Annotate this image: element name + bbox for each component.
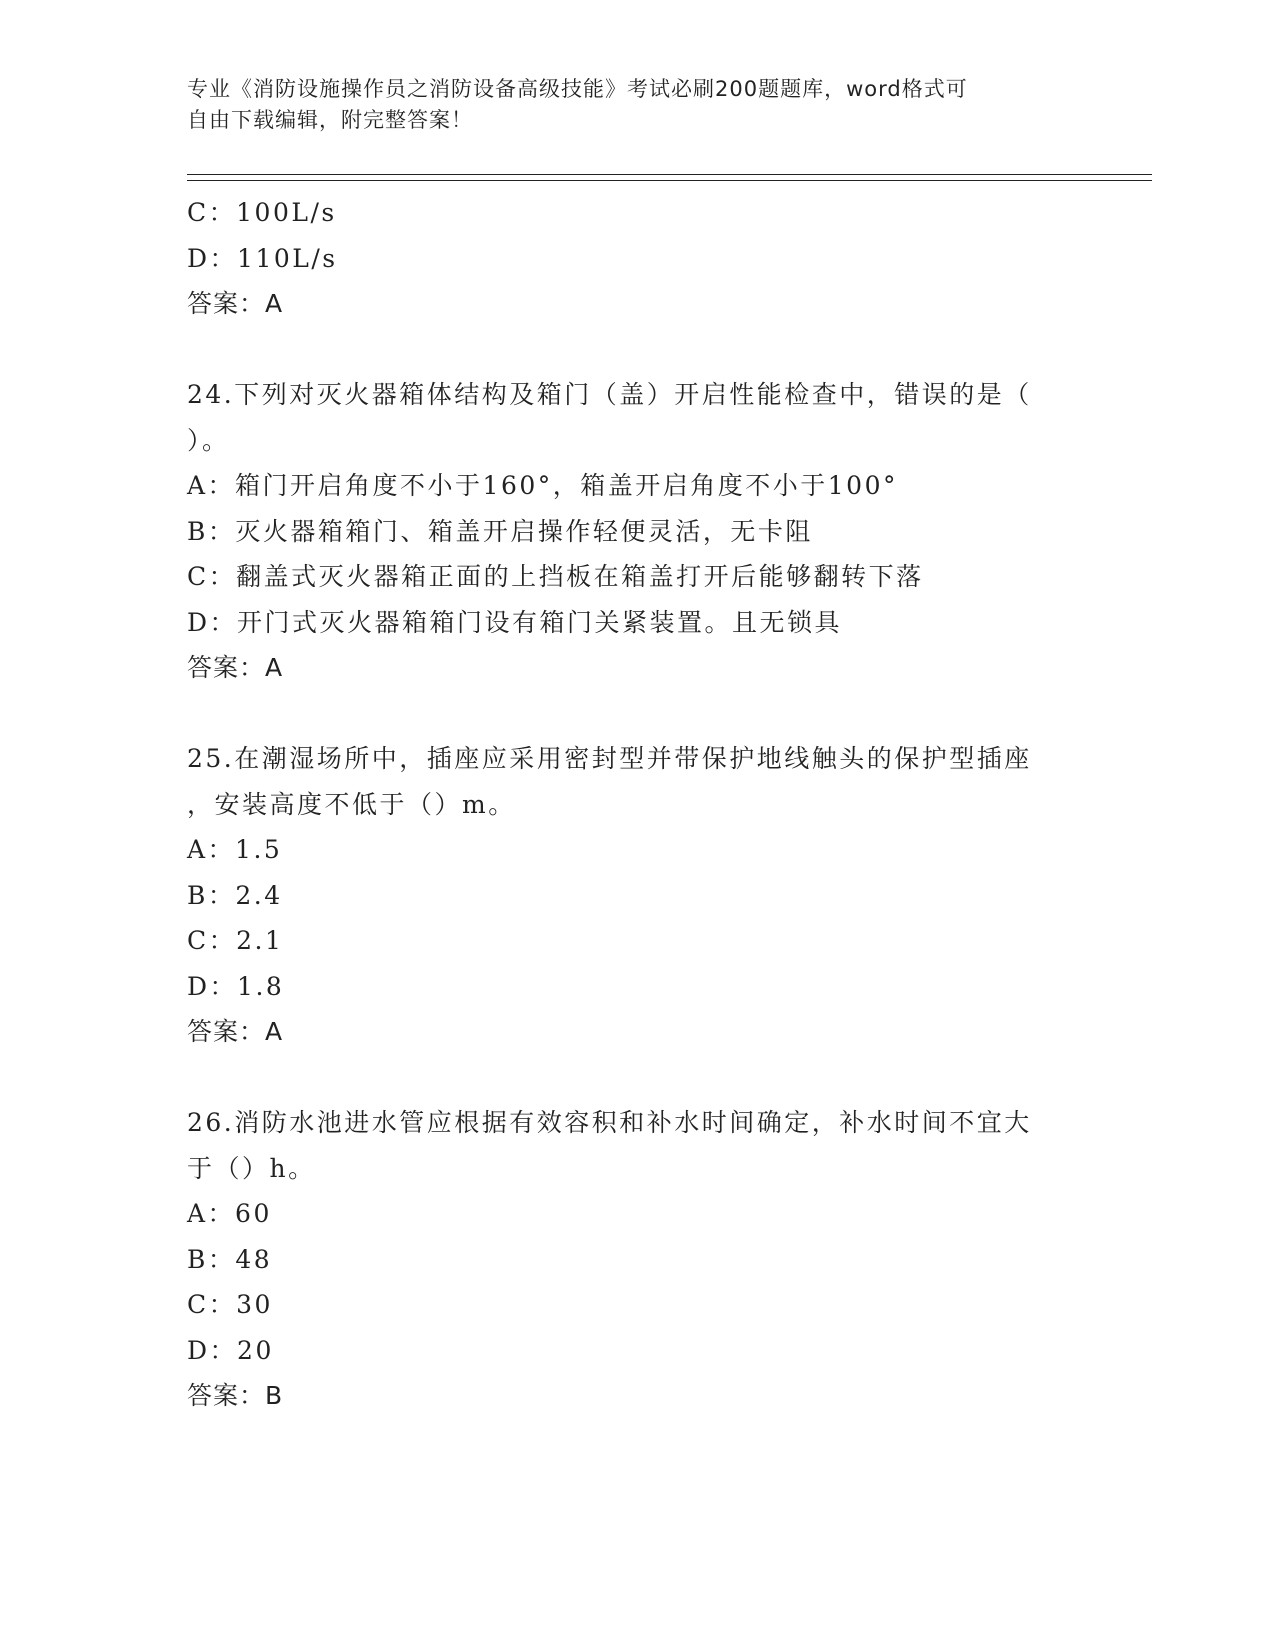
option-b: B：2.4 xyxy=(187,880,283,910)
option-b: B：48 xyxy=(187,1244,273,1274)
spacer xyxy=(187,691,1087,737)
option-d: D：开门式灭火器箱箱门设有箱门关紧装置。且无锁具 xyxy=(187,607,843,637)
question-stem-line: ，安装高度不低于（）m。 xyxy=(187,789,516,819)
option-a: A：60 xyxy=(187,1199,272,1228)
option-d: D：1.8 xyxy=(187,971,285,1001)
question-stem-line: 25.在潮湿场所中，插座应采用密封型并带保护地线触头的保护型插座 xyxy=(187,744,1032,773)
spacer xyxy=(187,327,1087,373)
answer-line: 答案：A xyxy=(187,289,284,318)
option-c: C：30 xyxy=(187,1290,273,1319)
option-c: C：2.1 xyxy=(187,926,284,955)
option-d: D：110L/s xyxy=(187,243,338,273)
previous-question-tail xyxy=(187,190,1087,327)
header-line-1: 专业《消防设施操作员之消防设备高级技能》考试必刷200题题库，word格式可 xyxy=(187,77,968,101)
question-24 xyxy=(187,372,1087,691)
question-26 xyxy=(187,1100,1087,1419)
header-rule-top xyxy=(187,174,1152,175)
document-body xyxy=(187,190,1087,1419)
question-stem-line: 26.消防水池进水管应根据有效容积和补水时间确定，补水时间不宜大 xyxy=(187,1108,1032,1137)
question-stem-line: 于（）h。 xyxy=(187,1153,316,1183)
document-header xyxy=(187,74,1067,136)
option-a: A：1.5 xyxy=(187,835,283,864)
option-a: A：箱门开启角度不小于160°，箱盖开启角度不小于100° xyxy=(187,471,898,500)
header-rule-bottom xyxy=(187,180,1152,181)
spacer xyxy=(187,1055,1087,1101)
header-line-2: 自由下载编辑，附完整答案！ xyxy=(187,108,473,132)
question-25 xyxy=(187,736,1087,1055)
option-c: C：100L/s xyxy=(187,198,337,227)
answer-line: 答案：B xyxy=(187,1381,284,1410)
option-d: D：20 xyxy=(187,1335,274,1365)
answer-line: 答案：A xyxy=(187,1017,284,1046)
option-c: C：翻盖式灭火器箱正面的上挡板在箱盖打开后能够翻转下落 xyxy=(187,562,924,591)
question-stem-line: 24.下列对灭火器箱体结构及箱门（盖）开启性能检查中，错误的是（ xyxy=(187,380,1032,409)
option-b: B：灭火器箱箱门、箱盖开启操作轻便灵活，无卡阻 xyxy=(187,516,813,546)
question-stem-line: ）。 xyxy=(187,425,230,455)
answer-line: 答案：A xyxy=(187,653,284,682)
